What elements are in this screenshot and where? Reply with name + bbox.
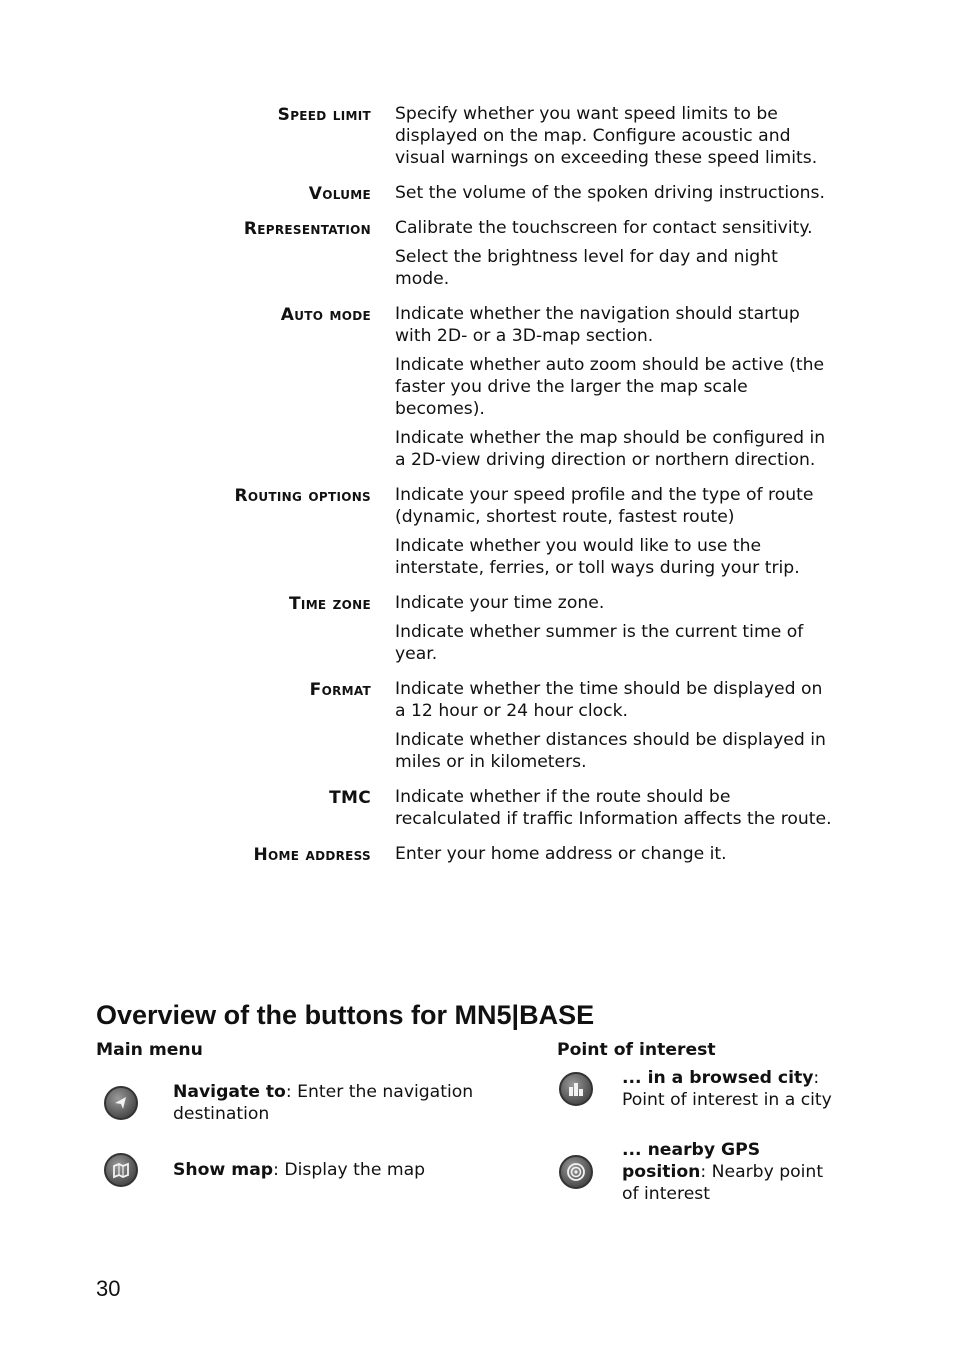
setting-row: [0, 786, 954, 830]
setting-description: [395, 786, 835, 830]
button-description: : Enter the navigation destination: [173, 1082, 474, 1124]
setting-description: [395, 103, 835, 169]
setting-description: [395, 484, 835, 579]
setting-term: Volume: [308, 184, 371, 204]
button-name: ... in a browsed city: [622, 1068, 814, 1088]
setting-term: Speed limit: [277, 105, 371, 125]
setting-description: [395, 678, 835, 773]
setting-desc-paragraph: Enter your home address or change it.: [395, 844, 727, 864]
setting-description: [395, 303, 835, 471]
setting-term: Auto mode: [280, 305, 371, 325]
button-name: Show map: [173, 1160, 274, 1180]
navigate-to-entry: [104, 1081, 513, 1125]
city-buildings-icon[interactable]: [559, 1072, 593, 1106]
setting-desc-paragraph: Select the brightness level for day and night mode.: [395, 247, 778, 289]
setting-description: [395, 592, 835, 665]
navigate-arrow-icon[interactable]: [104, 1086, 138, 1120]
setting-term: TMC: [329, 788, 371, 808]
setting-desc-paragraph: Calibrate the touchscreen for contact sensitivity.: [395, 218, 813, 238]
setting-row: [0, 592, 954, 665]
button-description: : Nearby point of interest: [622, 1162, 824, 1204]
settings-list: [0, 103, 954, 878]
button-description: : Display the map: [273, 1160, 426, 1180]
setting-row: [0, 843, 954, 865]
setting-desc-paragraph: Set the volume of the spoken driving instructions.: [395, 183, 825, 203]
setting-desc-paragraph: Indicate whether distances should be displayed in miles or in kilometers.: [395, 730, 826, 772]
setting-description: [395, 182, 835, 204]
setting-row: [0, 484, 954, 579]
nearby-gps-entry: [559, 1139, 842, 1205]
setting-description: [395, 843, 835, 865]
setting-desc-paragraph: Indicate whether if the route should be recalculated if traffic Information affects the route.: [395, 787, 832, 829]
button-name: Navigate to: [173, 1082, 286, 1102]
setting-desc-paragraph: Indicate whether the navigation should startup with 2D- or a 3D-map section.: [395, 304, 800, 346]
show-map-text: [173, 1159, 513, 1181]
setting-term: Home address: [253, 845, 371, 865]
poi-column: [557, 1039, 857, 1204]
section-heading: Overview of the buttons for MN5|BASE: [96, 1000, 595, 1030]
button-description: : Point of interest in a city: [622, 1068, 832, 1110]
show-map-entry: [104, 1153, 513, 1187]
setting-row: [0, 678, 954, 773]
setting-term: Time zone: [289, 594, 371, 614]
setting-desc-paragraph: Indicate your speed profile and the type of route (dynamic, shortest route, fastest route): [395, 485, 814, 527]
button-name: ... nearby GPS position: [622, 1140, 761, 1182]
setting-desc-paragraph: Indicate whether the time should be displayed on a 12 hour or 24 hour clock.: [395, 679, 823, 721]
setting-row: [0, 182, 954, 204]
nearby-gps-text: [622, 1139, 842, 1205]
main-menu-column: [96, 1039, 516, 1180]
poi-title: Point of interest: [557, 1040, 716, 1060]
setting-row: [0, 217, 954, 290]
setting-desc-paragraph: Indicate whether auto zoom should be active (the faster you drive the larger the map scale becomes).: [395, 355, 825, 419]
setting-desc-paragraph: Indicate whether the map should be configured in a 2D-view driving direction or northern direction.: [395, 428, 826, 470]
setting-row: [0, 303, 954, 471]
browsed-city-entry: [559, 1067, 842, 1111]
setting-desc-paragraph: Indicate whether you would like to use the interstate, ferries, or toll ways during your trip.: [395, 536, 800, 578]
navigate-to-text: [173, 1081, 513, 1125]
gps-target-icon[interactable]: [559, 1155, 593, 1189]
setting-desc-paragraph: Specify whether you want speed limits to be displayed on the map. Configure acoustic and visual warnings on exceeding these speed limits.: [395, 104, 818, 168]
page-number: 30: [96, 1276, 121, 1301]
browsed-city-text: [622, 1067, 842, 1111]
setting-row: [0, 103, 954, 169]
setting-term: Representation: [243, 219, 371, 239]
setting-term: Format: [309, 680, 371, 700]
setting-desc-paragraph: Indicate your time zone.: [395, 593, 605, 613]
setting-term: Routing options: [234, 486, 371, 506]
main-menu-title: Main menu: [96, 1040, 203, 1060]
setting-description: [395, 217, 835, 290]
map-icon[interactable]: [104, 1153, 138, 1187]
setting-desc-paragraph: Indicate whether summer is the current time of year.: [395, 622, 804, 664]
